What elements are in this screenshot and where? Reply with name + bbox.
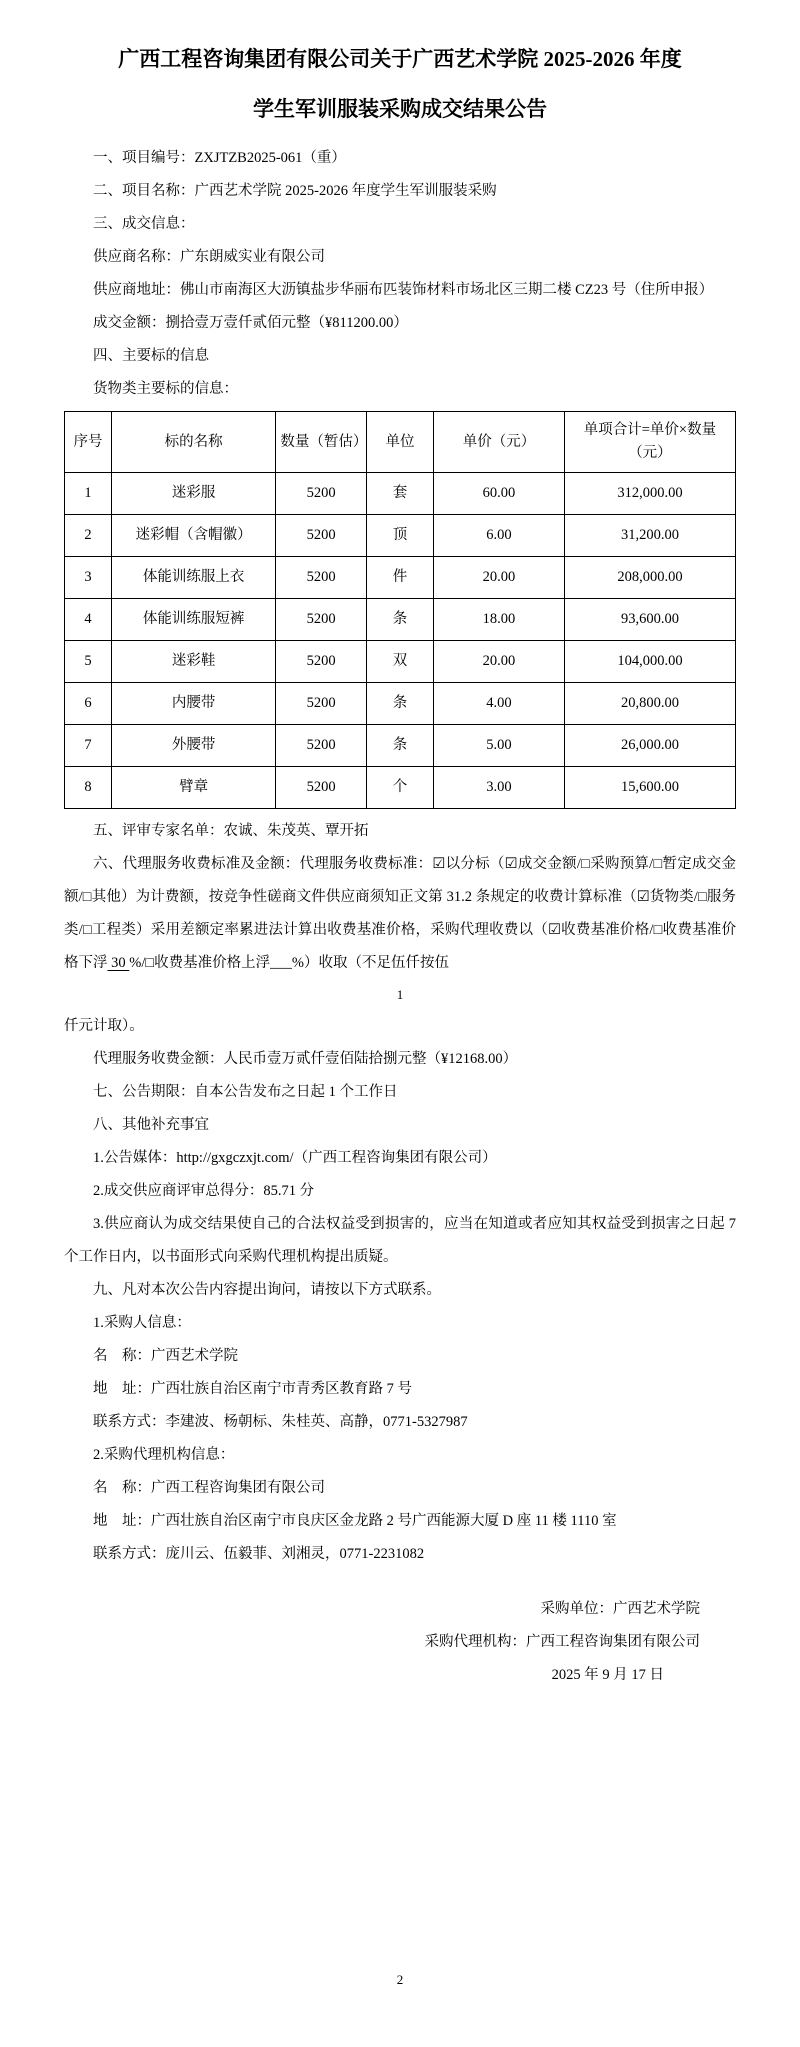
- cell-qty: 5200: [276, 473, 367, 515]
- paragraph-objection-notice: 3.供应商认为成交结果使自己的合法权益受到损害的，应当在知道或者应知其权益受到损害之日起 7 个工作日内，以书面形式向采购代理机构提出质疑。: [64, 1216, 736, 1265]
- table-row: [65, 515, 736, 557]
- paragraph-announce-period: 七、公告期限：自本公告发布之日起 1 个工作日: [93, 1084, 398, 1100]
- cell-total: 104,000.00: [564, 641, 735, 683]
- paragraph-agent-contact: 联系方式：庞川云、伍毅菲、刘湘灵，0771-2231082: [93, 1546, 425, 1562]
- cell-no: 2: [65, 515, 112, 557]
- cell-total: 93,600.00: [564, 599, 735, 641]
- cell-unit: 套: [366, 473, 433, 515]
- cell-price: 6.00: [434, 515, 565, 557]
- goods-table: [64, 411, 736, 809]
- paragraph-agency-fee-continuation: 仟元计取）。: [64, 1018, 144, 1034]
- paragraph-agent-name: 名 称：广西工程咨询集团有限公司: [93, 1480, 325, 1496]
- page-number-inline: 1: [396, 987, 404, 1002]
- paragraph-buyer-name: 名 称：广西艺术学院: [93, 1348, 238, 1364]
- cell-price: 20.00: [434, 641, 565, 683]
- heading-contact: 九、凡对本次公告内容提出询问，请按以下方式联系。: [93, 1282, 441, 1298]
- col-header-total: [564, 412, 735, 473]
- cell-unit: 件: [366, 557, 433, 599]
- cell-price: 60.00: [434, 473, 565, 515]
- cell-unit: 个: [366, 767, 433, 809]
- col-header-price: 单价（元）: [434, 412, 565, 473]
- fee-blank-line: ___: [270, 955, 292, 971]
- table-row: [65, 557, 736, 599]
- fee-clause-text: 六、代理服务收费标准及金额：代理服务收费标准：☑以分标（☑成交金额/□采购预算/□暂定成交金额/□其他）为计费额，按竞争性磋商文件供应商须知正文第 31.2 条规定的收费计算标准（☑货物类/□服务类/□工程类）采用差额定率累进法计算出收费基准价格，采购代理收费以（☑收费基准价格/□收费基准价格下浮: [64, 856, 736, 971]
- cell-name: 外腰带: [111, 725, 275, 767]
- cell-unit: 条: [366, 683, 433, 725]
- cell-total: 15,600.00: [564, 767, 735, 809]
- cell-total: 312,000.00: [564, 473, 735, 515]
- heading-main-subject: 四、主要标的信息: [93, 348, 209, 364]
- cell-unit: 双: [366, 641, 433, 683]
- paragraph-fee-amount: 代理服务收费金额：人民币壹万贰仟壹佰陆拾捌元整（¥12168.00）: [93, 1051, 518, 1067]
- paragraph-award-amount: 成交金额：捌拾壹万壹仟贰佰元整（¥811200.00）: [93, 315, 408, 331]
- signature-block: [64, 1593, 736, 1692]
- fee-clause-text: %/□收费基准价格上浮: [129, 955, 271, 971]
- heading-agent-info: 2.采购代理机构信息：: [93, 1447, 235, 1463]
- table-header-row: [65, 412, 736, 473]
- cell-name: 迷彩帽（含帽徽）: [111, 515, 275, 557]
- cell-name: 内腰带: [111, 683, 275, 725]
- page-title: [64, 34, 736, 134]
- cell-qty: 5200: [276, 767, 367, 809]
- footer-purchaser: 采购单位：广西艺术学院: [540, 1601, 700, 1617]
- paragraph-buyer-address: 地 址：广西壮族自治区南宁市青秀区教育路 7 号: [93, 1381, 412, 1397]
- cell-unit: 条: [366, 725, 433, 767]
- cell-qty: 5200: [276, 725, 367, 767]
- cell-qty: 5200: [276, 599, 367, 641]
- cell-price: 3.00: [434, 767, 565, 809]
- cell-total: 20,800.00: [564, 683, 735, 725]
- footer-date: 2025 年 9 月 17 日: [551, 1667, 664, 1683]
- cell-qty: 5200: [276, 683, 367, 725]
- fee-discount-value: 30: [107, 955, 130, 971]
- col-header-total-line1: 单项合计=单价×数量: [583, 422, 717, 438]
- table-row: [65, 767, 736, 809]
- col-header-unit: 单位: [366, 412, 433, 473]
- cell-price: 5.00: [434, 725, 565, 767]
- cell-qty: 5200: [276, 557, 367, 599]
- cell-name: 迷彩鞋: [111, 641, 275, 683]
- cell-no: 5: [65, 641, 112, 683]
- cell-price: 18.00: [434, 599, 565, 641]
- cell-unit: 顶: [366, 515, 433, 557]
- table-row: [65, 641, 736, 683]
- table-row: [65, 725, 736, 767]
- cell-name: 体能训练服短裤: [111, 599, 275, 641]
- cell-qty: 5200: [276, 515, 367, 557]
- paragraph-agency-fee-clause: [64, 848, 736, 980]
- paragraph-supplier-address: 供应商地址：佛山市南海区大沥镇盐步华丽布匹装饰材料市场北区三期二楼 CZ23 号（住所申报）: [93, 282, 714, 298]
- heading-award-info: 三、成交信息：: [93, 216, 195, 232]
- paragraph-review-score: 2.成交供应商评审总得分：85.71 分: [93, 1183, 315, 1199]
- cell-total: 208,000.00: [564, 557, 735, 599]
- col-header-name: 标的名称: [111, 412, 275, 473]
- cell-price: 4.00: [434, 683, 565, 725]
- cell-no: 7: [65, 725, 112, 767]
- paragraph-buyer-contact: 联系方式：李建波、杨朝标、朱桂英、高静，0771-5327987: [93, 1414, 468, 1430]
- col-header-total-line2: （元）: [628, 445, 672, 461]
- cell-no: 8: [65, 767, 112, 809]
- cell-total: 31,200.00: [564, 515, 735, 557]
- title-line-1: 广西工程咨询集团有限公司关于广西艺术学院 2025-2026 年度: [118, 47, 682, 71]
- table-row: [65, 473, 736, 515]
- cell-name: 体能训练服上衣: [111, 557, 275, 599]
- cell-no: 4: [65, 599, 112, 641]
- cell-total: 26,000.00: [564, 725, 735, 767]
- fee-clause-text: %）收取（不足伍仟按伍: [291, 955, 449, 971]
- paragraph-project-name: 二、项目名称：广西艺术学院 2025-2026 年度学生军训服装采购: [93, 183, 497, 199]
- heading-other-matters: 八、其他补充事宜: [93, 1117, 209, 1133]
- cell-unit: 条: [366, 599, 433, 641]
- paragraph-experts: 五、评审专家名单：农诚、朱茂英、覃开拓: [93, 823, 369, 839]
- footer-agency: 采购代理机构：广西工程咨询集团有限公司: [424, 1634, 700, 1650]
- cell-no: 3: [65, 557, 112, 599]
- cell-no: 1: [65, 473, 112, 515]
- title-line-2: 学生军训服装采购成交结果公告: [253, 97, 547, 121]
- heading-buyer-info: 1.采购人信息：: [93, 1315, 191, 1331]
- page-number-bottom: 2: [396, 1972, 404, 1987]
- cell-name: 臂章: [111, 767, 275, 809]
- col-header-qty: 数量（暂估）: [276, 412, 367, 473]
- cell-qty: 5200: [276, 641, 367, 683]
- table-row: [65, 599, 736, 641]
- paragraph-agent-address: 地 址：广西壮族自治区南宁市良庆区金龙路 2 号广西能源大厦 D 座 11 楼 1110 室: [93, 1513, 617, 1529]
- paragraph-project-number: 一、项目编号：ZXJTZB2025-061（重）: [93, 150, 346, 166]
- col-header-seq: 序号: [65, 412, 112, 473]
- table-row: [65, 683, 736, 725]
- cell-price: 20.00: [434, 557, 565, 599]
- cell-no: 6: [65, 683, 112, 725]
- cell-name: 迷彩服: [111, 473, 275, 515]
- paragraph-supplier-name: 供应商名称：广东朗威实业有限公司: [93, 249, 325, 265]
- paragraph-announce-media: 1.公告媒体：http://gxgczxjt.com/（广西工程咨询集团有限公司）: [93, 1150, 497, 1166]
- label-goods-info: 货物类主要标的信息：: [93, 381, 238, 397]
